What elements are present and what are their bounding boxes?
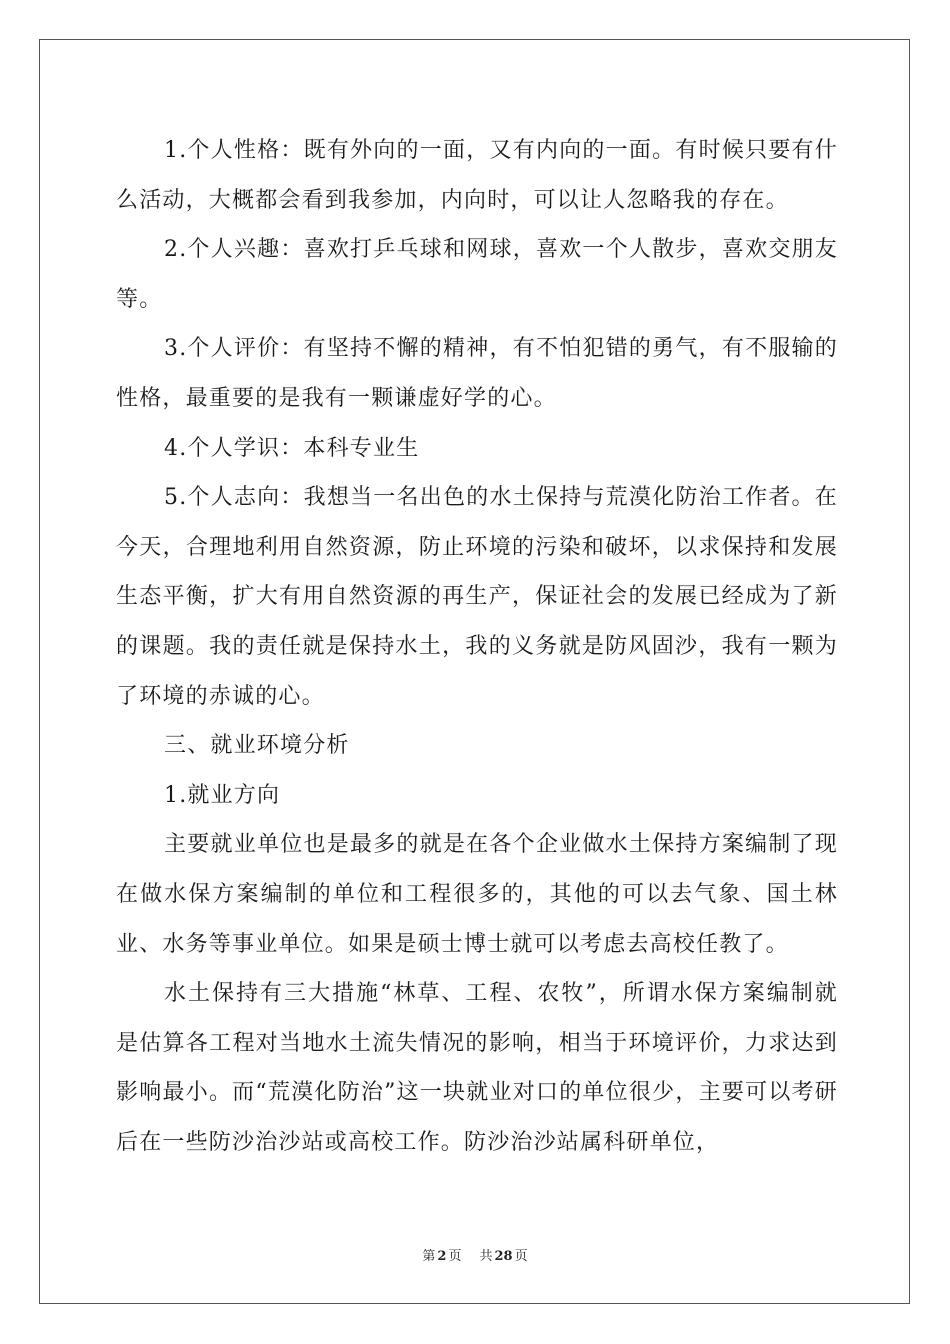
paragraph-soil-conservation: 水土保持有三大措施“林草、工程、农牧”，所谓水保方案编制就是估算各工程对当地水土流失情况的影响，相当于环境评价，力求达到影响最小。而“荒漠化防治”这一块就业对口的单位很少，主要可以考研后在一些防沙治沙站或高校工作。防沙治沙站属科研单位， bbox=[116, 981, 838, 1155]
page-prefix: 第 bbox=[422, 1249, 436, 1264]
subheading-employment-direction: 1.就业方向 bbox=[164, 782, 281, 808]
paragraph-interests: 2.个人兴趣：喜欢打乒乓球和网球，喜欢一个人散步，喜欢交朋友等。 bbox=[116, 237, 838, 312]
total-suffix: 页 bbox=[514, 1249, 528, 1264]
total-prefix: 共 bbox=[479, 1249, 493, 1264]
paragraph-education: 4.个人学识：本科专业生 bbox=[164, 435, 420, 461]
paragraph-employment-units: 主要就业单位也是最多的就是在各个企业做水土保持方案编制了现在做水保方案编制的单位和工程很多的，其他的可以去气象、国土林业、水务等事业单位。如果是硕士博士就可以考虑去高校任教了。 bbox=[116, 832, 838, 957]
document-body bbox=[116, 126, 838, 1167]
paragraph-evaluation: 3.个人评价：有坚持不懈的精神，有不怕犯错的勇气，有不服输的性格，最重要的是我有一颗谦虚好学的心。 bbox=[116, 336, 838, 411]
current-page-number: 2 bbox=[437, 1249, 447, 1264]
paragraph-personality: 1.个人性格：既有外向的一面，又有内向的一面。有时候只要有什么活动，大概都会看到我参加，内向时，可以让人忽略我的存在。 bbox=[116, 138, 838, 213]
section-heading-employment-analysis: 三、就业环境分析 bbox=[164, 733, 350, 759]
page-footer bbox=[0, 1245, 950, 1264]
page-suffix: 页 bbox=[448, 1249, 462, 1264]
total-page-number: 28 bbox=[494, 1249, 513, 1264]
paragraph-aspiration: 5.个人志向：我想当一名出色的水土保持与荒漠化防治工作者。在今天，合理地利用自然资源，防止环境的污染和破坏，以求保持和发展生态平衡，扩大有用自然资源的再生产，保证社会的发展已经成为了新的课题。我的责任就是保持水土，我的义务就是防风固沙，我有一颗为了环境的赤诚的心。 bbox=[116, 485, 838, 709]
